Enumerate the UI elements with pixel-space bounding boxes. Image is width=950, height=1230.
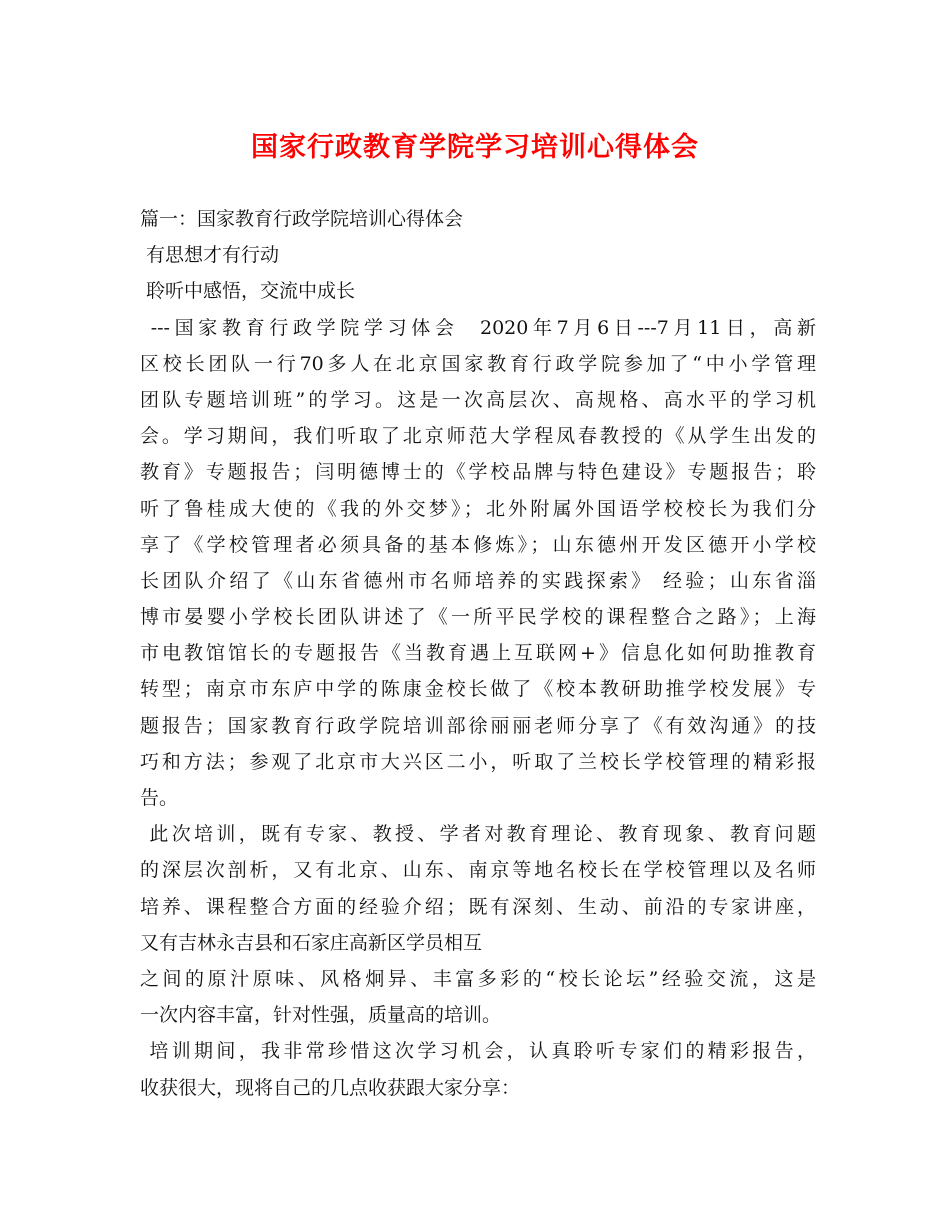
paragraph-line: 的深层次剖析，又有北京、山东、南京等地名校长在学校管理以及名师 xyxy=(140,859,816,882)
subheading-line: 有思想才有行动 xyxy=(140,244,280,267)
paragraph-line: 市电教馆馆长的专题报告《当教育遇上互联网+》信息化如何助推教育 xyxy=(140,642,816,665)
paragraph-line: ---国家教育行政学院学习体会 2020年7月6日---7月11日，高新 xyxy=(140,316,816,339)
document-title: 国家行政教育学院学习培训心得体会 xyxy=(251,132,699,163)
paragraph-line: 此次培训，既有专家、教授、学者对教育理论、教育现象、教育问题 xyxy=(140,823,816,846)
paragraph-line: 教育》专题报告；闫明德博士的《学校品牌与特色建设》专题报告；聆 xyxy=(140,461,816,484)
paragraph-line: 告。 xyxy=(140,787,179,809)
paragraph-line: 收获很大，现将自己的几点收获跟大家分享： xyxy=(140,1076,521,1099)
paragraph-line: 培训期间，我非常珍惜这次学习机会，认真聆听专家们的精彩报告， xyxy=(140,1040,816,1063)
paragraph-line: 之间的原汁原味、风格炯异、丰富多彩的“校长论坛”经验交流，这是 xyxy=(140,967,816,990)
paragraph-line: 题报告；国家教育行政学院培训部徐丽丽老师分享了《有效沟通》的技 xyxy=(140,714,816,737)
paragraph-line: 长团队介绍了《山东省德州市名师培养的实践探索》 经验；山东省淄 xyxy=(140,569,816,592)
paragraph-line: 团队专题培训班”的学习。这是一次高层次、高规格、高水平的学习机 xyxy=(140,388,816,411)
paragraph-line: 巧和方法；参观了北京市大兴区二小，听取了兰校长学校管理的精彩报 xyxy=(140,750,816,773)
paragraph-line: 博市晏婴小学校长团队讲述了《一所平民学校的课程整合之路》；上海 xyxy=(140,606,816,629)
paragraph-line: 又有吉林永吉县和石家庄高新区学员相互 xyxy=(140,931,483,954)
paragraph-line: 转型；南京市东庐中学的陈康金校长做了《校本教研助推学校发展》专 xyxy=(140,678,816,701)
section-heading: 篇一：国家教育行政学院培训心得体会 xyxy=(140,208,464,230)
paragraph-line: 培养、课程整合方面的经验介绍；既有深刻、生动、前沿的专家讲座， xyxy=(140,895,816,918)
paragraph-line: 享了《学校管理者必须具备的基本修炼》；山东德州开发区德开小学校 xyxy=(140,533,816,556)
paragraph-line: 区校长团队一行70多人在北京国家教育行政学院参加了“中小学管理 xyxy=(140,352,816,375)
document-body xyxy=(140,201,816,1106)
paragraph-line: 一次内容丰富，针对性强，质量高的培训。 xyxy=(140,1004,502,1027)
paragraph-line: 会。学习期间，我们听取了北京师范大学程凤春教授的《从学生出发的 xyxy=(140,425,816,448)
paragraph-line: 听了鲁桂成大使的《我的外交梦》；北外附属外国语学校校长为我们分 xyxy=(140,497,816,520)
subheading-line: 聆听中感悟，交流中成长 xyxy=(140,280,356,303)
